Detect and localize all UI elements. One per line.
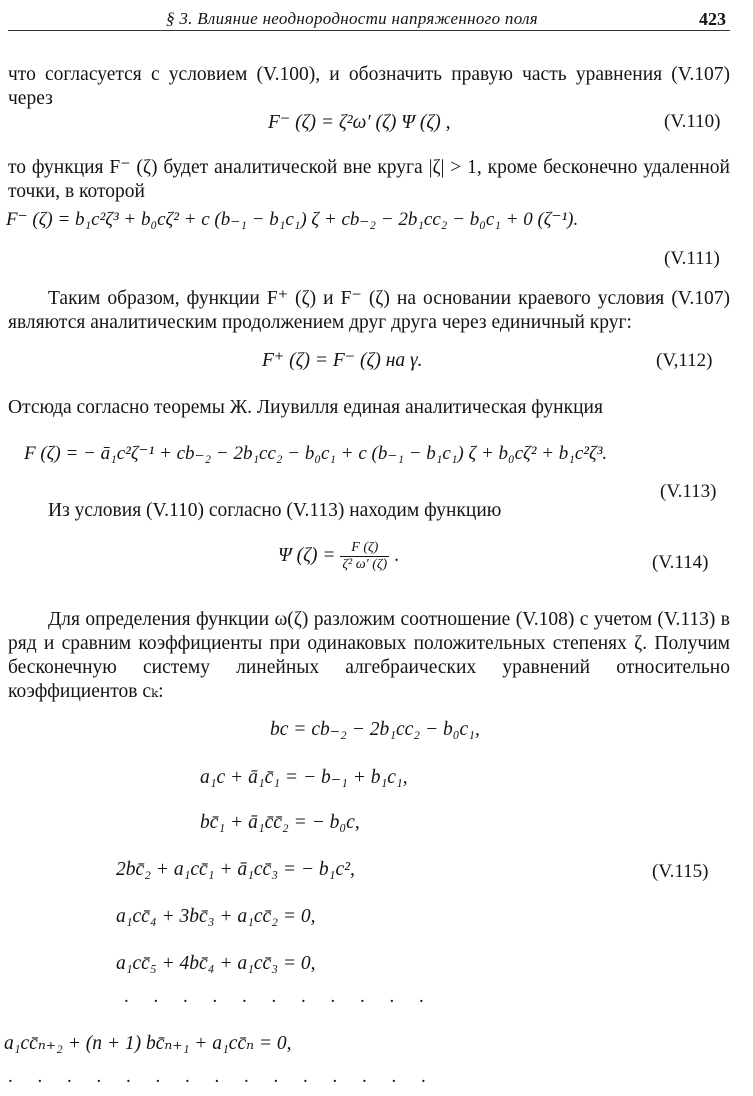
formula-v110: F⁻ (ζ) = ζ²ω′ (ζ) Ψ (ζ) , (268, 112, 451, 133)
paragraph-6: Для определения функции ω(ζ) разложим соотношение (V.108) с учетом (V.113) в ряд и сравним коэффициенты при одинаковых положительных степенях ζ. Получим бесконечную систему линейных алгебраических уравнений относительно коэффициентов cₖ: (8, 609, 730, 702)
equation-number-v113: (V.113) (660, 481, 717, 502)
paragraph-5: Из условия (V.110) согласно (V.113) находим функцию (48, 500, 502, 521)
equation-number-v115: (V.115) (652, 861, 709, 882)
system-equation-3: bc̄₁ + ā₁c̄c̄₂ = − b₀c, (200, 812, 360, 833)
paragraph-3: Таким образом, функции F⁺ (ζ) и F⁻ (ζ) на основании краевого условия (V.107) являются аналитическим продолжением друг друга через единичный круг: (8, 288, 730, 333)
system-equation-6: a₁cc̄₅ + 4bc̄₄ + a₁cc̄₃ = 0, (116, 953, 316, 974)
running-title: § 3. Влияние неоднородности напряженного поля (166, 9, 539, 28)
formula-v114-numerator: F (ζ) (340, 540, 389, 557)
formula-v113: F (ζ) = − ā₁c²ζ⁻¹ + cb₋₂ − 2b₁cc₂ − b₀c₁ + c (b₋₁ − b₁c₁) ζ + b₀cζ² + b₁c²ζ³. (24, 443, 608, 464)
system-equation-2: a₁c + ā₁c̄₁ = − b₋₁ + b₁c₁, (200, 767, 408, 788)
formula-v111: F⁻ (ζ) = b₁c²ζ³ + b₀cζ² + c (b₋₁ − b₁c₁) ζ + cb₋₂ − 2b₁cc₂ − b₀c₁ + 0 (ζ⁻¹). (6, 209, 579, 230)
paragraph-2: то функция F⁻ (ζ) будет аналитической вне круга |ζ| > 1, кроме бесконечно удаленной точки, в которой (8, 157, 730, 202)
equation-number-v110: (V.110) (664, 111, 721, 132)
formula-v114-fraction (340, 540, 389, 573)
equation-number-v112: (V,112) (656, 350, 713, 371)
equation-number-v114: (V.114) (652, 552, 709, 573)
formula-v114-lhs: Ψ (ζ) = (278, 544, 336, 566)
ellipsis-row-1: . . . . . . . . . . . (124, 986, 434, 1007)
formula-v114-end: . (394, 544, 399, 566)
paragraph-1: что согласуется с условием (V.100), и обозначить правую часть уравнения (V.107) через (8, 64, 730, 109)
system-equation-5: a₁cc̄₄ + 3bc̄₃ + a₁cc̄₂ = 0, (116, 906, 316, 927)
formula-v114 (278, 540, 399, 573)
formula-v112: F⁺ (ζ) = F⁻ (ζ) на γ. (262, 350, 423, 371)
formula-v114-denominator: ζ² ω′ (ζ) (342, 557, 388, 572)
page-header (8, 6, 730, 31)
system-equation-general: a₁cc̄ₙ₊₂ + (n + 1) bc̄ₙ₊₁ + a₁cc̄ₙ = 0, (4, 1033, 292, 1054)
paragraph-4: Отсюда согласно теоремы Ж. Лиувилля единая аналитическая функция (8, 397, 603, 418)
system-equation-1: bc = cb₋₂ − 2b₁cc₂ − b₀c₁, (270, 719, 480, 740)
equation-number-v111: (V.111) (664, 248, 720, 269)
page-number: 423 (699, 9, 726, 29)
system-equation-4: 2bc̄₂ + a₁cc̄₁ + ā₁cc̄₃ = − b₁c², (116, 859, 355, 880)
ellipsis-row-2: . . . . . . . . . . . . . . . (8, 1066, 436, 1087)
